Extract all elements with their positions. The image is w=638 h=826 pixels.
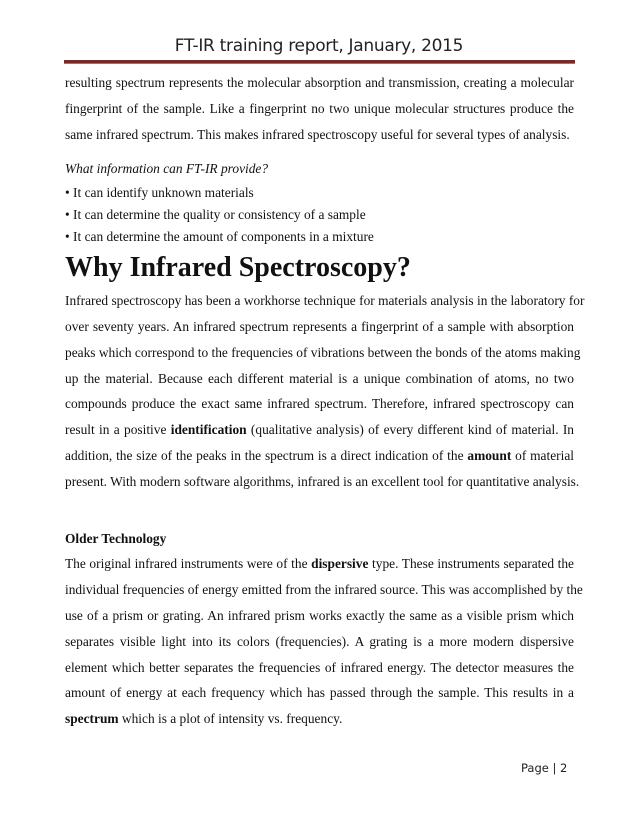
header-rule	[64, 60, 575, 64]
text-line	[65, 469, 580, 495]
text-line	[65, 706, 574, 732]
text-line	[65, 603, 574, 629]
text-segment: over seventy years. An infrared spectrum represents a fingerprint of a sample with absorption	[65, 318, 574, 334]
older-technology-paragraph	[65, 551, 583, 732]
bold-term: amount	[467, 447, 512, 463]
text-segment: separates visible light into its colors (frequencies). A grating is a more modern dispersive	[65, 633, 574, 649]
text-segment: result in a positive	[65, 422, 171, 438]
text-line	[65, 96, 574, 122]
page-body	[65, 70, 585, 732]
text-line	[65, 340, 581, 366]
text-line	[65, 391, 574, 417]
text-segment: element which better separates the frequencies of infrared energy. The detector measures the	[65, 659, 574, 675]
subsection-heading: Older Technology	[65, 530, 167, 546]
bold-term: identification	[170, 422, 247, 438]
text-segment: same infrared spectrum. This makes infrared spectroscopy useful for several types of analysis.	[65, 126, 570, 142]
text-segment: fingerprint of the sample. Like a fingerprint no two unique molecular structures produce the	[65, 100, 574, 116]
text-line	[65, 70, 574, 96]
bullet-item: • It can identify unknown materials	[65, 185, 254, 201]
text-segment: (qualitative analysis) of every different kind of material. In	[246, 422, 575, 438]
text-segment: individual frequencies of energy emitted from the infrared source. This was accomplished by the	[65, 582, 583, 598]
text-segment: Infrared spectroscopy has been a workhorse technique for materials analysis in the laboratory for	[65, 293, 585, 309]
text-segment: which is a plot of intensity vs. frequency.	[118, 711, 343, 727]
text-line	[65, 629, 574, 655]
running-header: FT-IR training report, January, 2015	[174, 36, 464, 56]
text-segment: peaks which correspond to the frequencies of vibrations between the bonds of the atoms making	[65, 344, 581, 360]
text-line	[65, 655, 574, 681]
bold-term: dispersive	[311, 556, 369, 572]
question-heading: What information can FT-IR provide?	[65, 161, 269, 177]
text-line	[65, 577, 583, 603]
text-segment: amount of energy at each frequency which has passed through the sample. This results in a	[65, 685, 574, 701]
text-line	[65, 680, 574, 706]
text-line	[65, 417, 574, 443]
text-line	[65, 443, 574, 469]
text-line	[65, 366, 574, 392]
text-line	[65, 314, 574, 340]
text-line	[65, 551, 574, 577]
text-segment: type. These instruments separated the	[368, 556, 574, 572]
text-segment: present. With modern software algorithms, infrared is an excellent tool for quantitative analysis.	[65, 473, 580, 489]
text-segment: compounds produce the exact same infrared spectrum. Therefore, infrared spectroscopy can	[65, 396, 574, 412]
text-segment: addition, the size of the peaks in the spectrum is a direct indication of the	[65, 447, 468, 463]
text-line	[65, 288, 585, 314]
bold-term: spectrum	[65, 711, 119, 727]
text-segment: up the material. Because each different material is a unique combination of atoms, no two	[65, 370, 574, 386]
intro-paragraph	[65, 70, 574, 147]
text-segment: of material	[511, 447, 575, 463]
section-heading: Why Infrared Spectroscopy?	[65, 252, 411, 284]
text-segment: use of a prism or grating. An infrared prism works exactly the same as a visible prism which	[65, 607, 574, 623]
text-segment: resulting spectrum represents the molecular absorption and transmission, creating a molecular	[65, 75, 574, 90]
text-segment: The original infrared instruments were of the	[65, 556, 312, 572]
bullet-item: • It can determine the quality or consistency of a sample	[65, 207, 366, 223]
page-number: Page | 2	[521, 761, 568, 775]
text-line	[65, 122, 574, 148]
why-paragraph	[65, 288, 585, 494]
bullet-item: • It can determine the amount of components in a mixture	[65, 229, 374, 245]
